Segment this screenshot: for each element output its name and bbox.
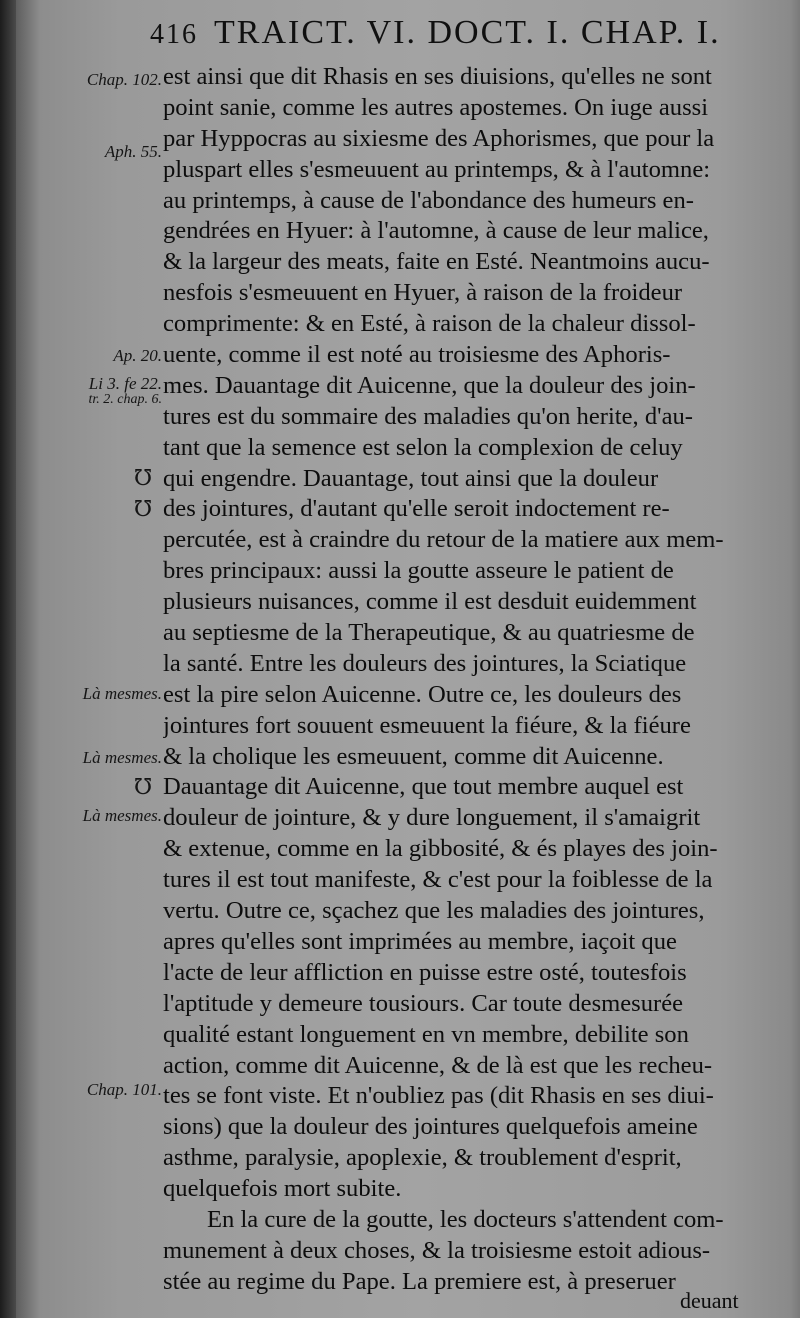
text-line: par Hyppocras au sixiesme des Aphorismes, que pour la xyxy=(163,124,715,152)
text-line: Dauantage dit Auicenne, que tout membre auquel est xyxy=(163,773,684,801)
text-line: est la pire selon Auicenne. Outre ce, les douleurs des xyxy=(163,680,682,708)
text-line: bres principaux: aussi la goutte asseure le patient de xyxy=(163,557,674,585)
text-line: apres qu'elles sont imprimées au membre, iaçoit que xyxy=(163,927,677,955)
marginal-note: Là mesmes. xyxy=(82,748,162,767)
text-line: l'acte de leur affliction en puisse estre osté, toutesfois xyxy=(163,958,687,986)
text-line: vertu. Outre ce, sçachez que les maladies des jointures, xyxy=(163,897,705,925)
text-line: asthme, paralysie, apoplexie, & troublement d'esprit, xyxy=(163,1144,682,1172)
marginal-note: tr. 2. chap. 6. xyxy=(88,392,162,407)
text-line: & la cholique les esmeuuent, comme dit Auicenne. xyxy=(163,742,664,770)
text-line: uente, comme il est noté au troisiesme des Aphoris- xyxy=(163,341,671,369)
marginal-note: Aph. 55. xyxy=(104,142,162,161)
catchword: deuant xyxy=(680,1288,739,1313)
running-title: TRAICT. VI. DOCT. I. CHAP. I. xyxy=(214,14,721,51)
paragraph-symbol: ℧ xyxy=(133,497,153,522)
text-body xyxy=(163,62,755,1298)
text-line: En la cure de la goutte, les docteurs s'attendent com- xyxy=(207,1205,724,1233)
text-line: gendrées en Hyuer: à l'automne, à cause de leur malice, xyxy=(163,217,709,245)
marginal-note: Chap. 102. xyxy=(86,70,162,89)
marginal-note: Ap. 20. xyxy=(113,346,162,365)
text-line: des jointures, d'autant qu'elle seroit indoctement re- xyxy=(163,495,670,523)
text-line: point sanie, comme les autres apostemes. On iuge aussi xyxy=(163,93,709,121)
text-line: au printemps, à cause de l'abondance des humeurs en- xyxy=(163,186,694,214)
paragraph-symbol: ℧ xyxy=(133,466,153,491)
text-line: l'aptitude y demeure tousiours. Car toute desmesurée xyxy=(163,989,684,1017)
text-line: quelquefois mort subite. xyxy=(163,1175,402,1203)
text-line: tant que la semence est selon la complexion de celuy xyxy=(163,433,683,461)
text-line: sions) que la douleur des jointures quelquefois ameine xyxy=(163,1113,698,1141)
text-line: douleur de jointure, & y dure longuement, il s'amaigrit xyxy=(163,804,701,832)
marginal-note: Là mesmes. xyxy=(82,684,162,703)
text-line: pluspart elles s'esmeuuent au printemps, & à l'automne: xyxy=(163,155,711,183)
paragraph-symbol: ℧ xyxy=(133,775,153,800)
text-line: la santé. Entre les douleurs des jointures, la Sciatique xyxy=(163,649,687,677)
text-line: au septiesme de la Therapeutique, & au quatriesme de xyxy=(163,619,695,647)
text-line: & extenue, comme en la gibbosité, & és playes des join- xyxy=(163,835,718,863)
text-line: comprimente: & en Esté, à raison de la chaleur dissol- xyxy=(163,310,696,338)
text-line: mes. Dauantage dit Auicenne, que la douleur des join- xyxy=(163,371,696,399)
text-line: jointures fort souuent esmeuuent la fiéure, & la fiéure xyxy=(163,711,691,739)
text-line: plusieurs nuisances, comme il est desduit euidemment xyxy=(163,588,697,616)
marginal-note: Chap. 101. xyxy=(86,1080,162,1099)
binding-gutter xyxy=(0,0,16,1318)
running-header xyxy=(150,14,770,54)
text-line: & la largeur des meats, faite en Esté. Neantmoins aucu- xyxy=(163,248,710,276)
text-line: nesfois s'esmeuuent en Hyuer, à raison de la froideur xyxy=(163,279,683,307)
marginal-note: Là mesmes. xyxy=(82,806,162,825)
text-line: tes se font viste. Et n'oubliez pas (dit Rhasis en ses diui- xyxy=(163,1082,714,1110)
text-line: tures il est tout manifeste, & c'est pour la foiblesse de la xyxy=(163,866,713,894)
text-line: stée au regime du Pape. La premiere est, à preseruer xyxy=(163,1267,676,1295)
text-line: action, comme dit Auicenne, & de là est que les recheu- xyxy=(163,1051,713,1079)
marginal-note: Li 3. fe 22. xyxy=(88,374,162,393)
page-number: 416 xyxy=(150,19,198,50)
text-line: percutée, est à craindre du retour de la matiere aux mem- xyxy=(163,526,724,554)
text-line: qualité estant longuement en vn membre, debilite son xyxy=(163,1020,689,1048)
text-line: munement à deux choses, & la troisiesme estoit adious- xyxy=(163,1236,711,1264)
text-line: qui engendre. Dauantage, tout ainsi que la douleur xyxy=(163,464,659,492)
text-line: est ainsi que dit Rhasis en ses diuisions, qu'elles ne sont xyxy=(163,63,712,90)
text-line: tures est du sommaire des maladies qu'on herite, d'au- xyxy=(163,402,693,430)
